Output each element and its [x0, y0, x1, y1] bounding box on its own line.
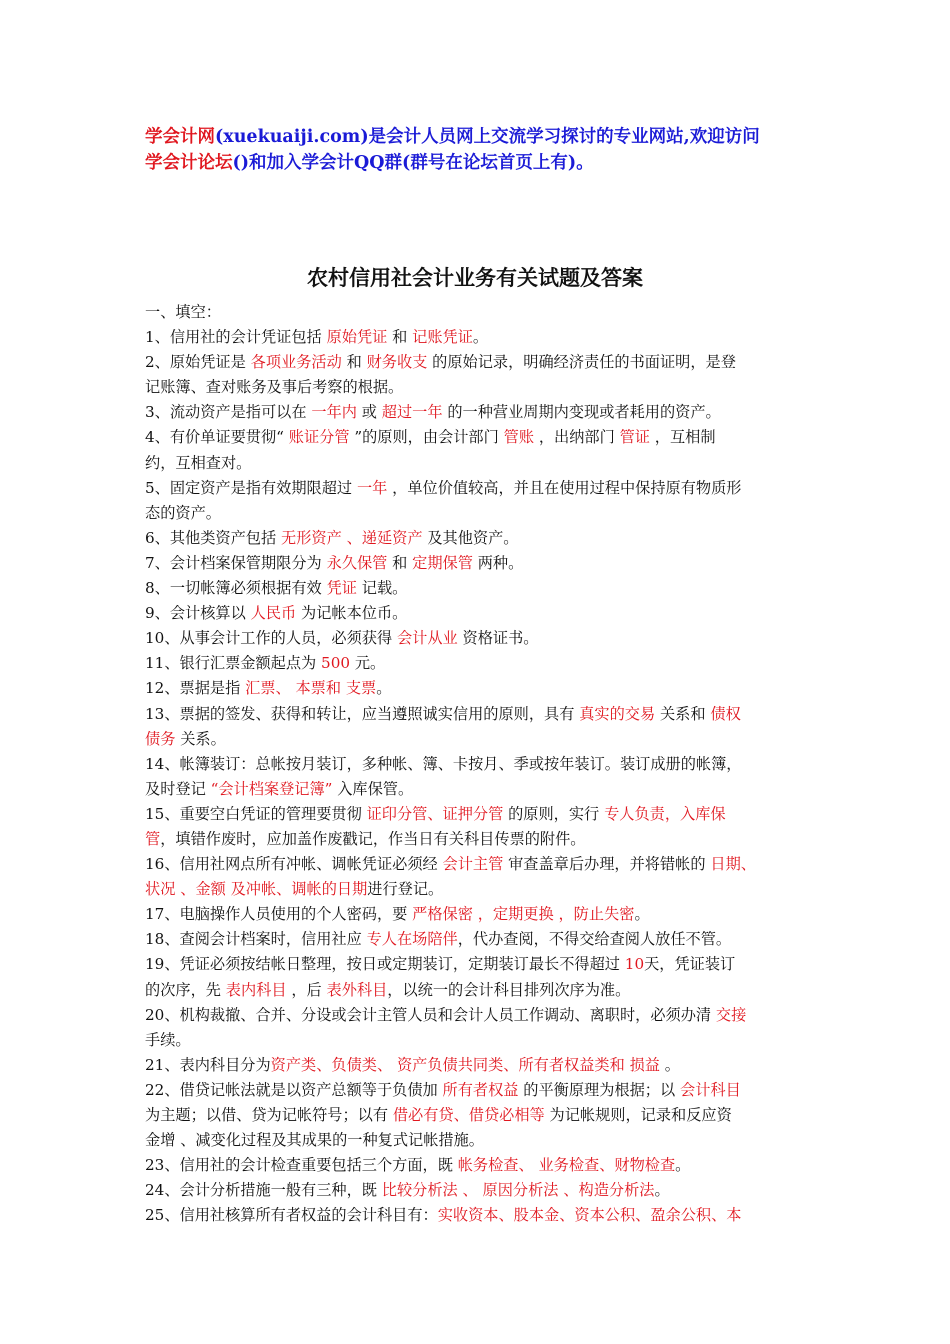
answer-text: 证印分管、证押分管	[366, 804, 504, 823]
text-line	[145, 350, 813, 375]
text-line	[145, 451, 813, 476]
answer-text: 表外科目	[326, 980, 388, 999]
question-text: 12、票据是指	[145, 679, 246, 698]
answer-text: 真实的交易	[579, 704, 656, 723]
question-text: 25、信用社核算所有者权益的会计科目有：	[145, 1206, 438, 1225]
question-text: 4、有价单证要贯彻“	[145, 428, 289, 447]
question-text: ，填错作废时，应加盖作废戳记，作当日有关科目传票的附件。	[160, 829, 586, 848]
answer-text: 管证	[619, 428, 650, 447]
question-text: 进行登记。	[367, 880, 444, 899]
question-text: 23、信用社的会计检查重要包括三个方面，既	[145, 1156, 458, 1175]
text-line	[145, 300, 813, 325]
text-line	[145, 375, 813, 400]
header-segment[interactable]: 学会计论坛	[145, 153, 233, 173]
question-text: ，出纳部门	[534, 428, 620, 447]
header-segment[interactable]: 学会计网	[145, 127, 215, 147]
answer-text: 一年	[356, 478, 388, 497]
question-text: 15、重要空白凭证的管理要贯彻	[145, 804, 367, 823]
text-line	[145, 752, 813, 777]
text-line	[145, 1028, 813, 1053]
question-text: 关系和	[655, 704, 711, 723]
question-text: 。	[634, 905, 650, 924]
text-line	[145, 501, 813, 526]
question-text: ，互相制	[649, 428, 716, 447]
site-header	[145, 124, 825, 176]
text-line	[145, 852, 813, 877]
question-text: 11、银行汇票金额起点为	[145, 654, 322, 673]
question-text: 手续。	[145, 1030, 191, 1049]
question-text: 及时登记	[145, 779, 211, 798]
question-text: 。	[472, 328, 489, 347]
answer-text: 账证分管	[288, 428, 350, 447]
question-text: 一、填空：	[145, 303, 221, 321]
question-text: 关系。	[175, 729, 226, 748]
question-text: 的原始记录，明确经济责任的书面证明，是登	[427, 353, 736, 372]
question-text: ，代办查阅，不得交给查阅人放任不管。	[457, 930, 732, 949]
text-line	[145, 902, 813, 927]
text-line	[145, 1178, 813, 1203]
question-text: 6、其他类资产包括	[145, 528, 281, 547]
header-line-1	[145, 124, 825, 150]
answer-text: 各项业务活动	[250, 353, 342, 372]
question-text: 10、从事会计工作的人员，必须获得	[145, 629, 397, 648]
answer-text: 表内科目	[225, 980, 287, 999]
question-text: 天，凭证装订	[644, 955, 736, 974]
answer-text: 原始凭证	[326, 328, 388, 347]
text-line	[145, 601, 813, 626]
question-text: 3、流动资产是指可以在	[145, 403, 312, 422]
question-text: 16、信用社网点所有冲帐、调帐凭证必须经	[145, 855, 443, 874]
answer-text: 所有者权益	[442, 1080, 519, 1099]
question-text: 为记帐本位币。	[296, 604, 408, 623]
answer-text: 帐务检查、 业务检查、财物检查	[457, 1156, 676, 1175]
answer-text: “会计档案登记簿”	[210, 779, 333, 798]
question-text: 为记帐规则，记录和反应资	[544, 1106, 732, 1124]
answer-text: 债权	[710, 704, 741, 723]
question-text: 元。	[350, 654, 386, 673]
question-text: 。	[654, 1181, 670, 1200]
header-segment: ()和加入学会计QQ群(群号在论坛首页上有)。	[232, 153, 594, 173]
answer-text: 债务	[145, 729, 176, 748]
text-line	[145, 400, 813, 425]
answer-text: 借必有贷、借贷必相等	[392, 1106, 545, 1124]
header-line-2	[145, 150, 825, 176]
question-text: ，单位价值较高，并且在使用过程中保持原有物质形	[387, 478, 742, 497]
text-line	[145, 952, 813, 977]
answer-text: 永久保管	[326, 553, 388, 572]
question-text: ，以统一的会计科目排列次序为准。	[387, 980, 631, 999]
text-line	[145, 802, 813, 827]
page-title: 农村信用社会计业务有关试题及答案	[307, 265, 643, 290]
question-text: 。	[659, 1055, 680, 1074]
question-text: 17、电脑操作人员使用的个人密码，要	[145, 905, 413, 924]
answer-text: 专人在场陪伴	[366, 930, 458, 949]
question-text: 21、表内科目分为	[145, 1055, 271, 1074]
text-line	[145, 626, 813, 651]
question-text: 5、固定资产是指有效期限超过	[145, 478, 357, 497]
question-text: 20、机构裁撤、合并、分设或会计主管人员和会计人员工作调动、离职时，必须办清	[145, 1005, 716, 1024]
text-line	[145, 651, 813, 676]
text-line	[145, 827, 813, 852]
text-line	[145, 476, 813, 501]
question-text: 及其他资产。	[422, 528, 519, 547]
text-line	[145, 576, 813, 601]
text-line	[145, 1103, 813, 1128]
question-text: 7、会计档案保管期限分为	[145, 553, 327, 572]
question-text: 或	[356, 403, 382, 422]
question-text: 金增 、减变化过程及其成果的一种复式记帐措施。	[145, 1131, 484, 1150]
question-text: 。	[675, 1156, 691, 1175]
answer-text: 实收资本、股本金、资本公积、盈余公积、本	[437, 1206, 742, 1225]
question-text: 1、信用社的会计凭证包括	[145, 328, 327, 347]
question-text: 的原则，实行	[503, 804, 605, 823]
answer-text: 10	[624, 955, 645, 974]
text-line	[145, 526, 813, 551]
question-text: 为主题；以借、贷为记帐符号；以有	[145, 1106, 393, 1124]
answer-text: 会计从业	[396, 629, 458, 648]
text-line	[145, 777, 813, 802]
answer-text: 记账凭证	[412, 328, 473, 347]
answer-text: 管	[145, 829, 161, 848]
answer-text: 管账	[503, 428, 534, 447]
question-text: 约，互相查对。	[145, 453, 252, 472]
text-line	[145, 927, 813, 952]
answer-text: 会计科目	[680, 1080, 741, 1099]
text-line	[145, 425, 813, 450]
text-line	[145, 702, 813, 727]
answer-text: 严格保密 ，定期更换 ，防止失密	[412, 905, 635, 924]
question-text: 和	[341, 353, 367, 372]
text-line	[145, 1078, 813, 1103]
answer-text: 无形资产 、递延资产	[281, 528, 423, 547]
question-text: 审查盖章后办理，并将错帐的	[503, 855, 711, 874]
text-line	[145, 978, 813, 1003]
question-text: 态的资产。	[145, 503, 221, 522]
text-line	[145, 676, 813, 701]
answer-text: 凭证	[326, 579, 357, 598]
text-line	[145, 551, 813, 576]
answer-text: 交接	[715, 1005, 747, 1024]
question-text: ，后	[286, 980, 327, 999]
text-line	[145, 877, 813, 902]
text-line	[145, 1128, 813, 1153]
question-text: 和	[387, 553, 413, 572]
answer-text: 定期保管	[412, 553, 473, 572]
question-text: 的一种营业周期内变现或者耗用的资产。	[442, 403, 721, 422]
text-line	[145, 1153, 813, 1178]
question-text: 记账簿、查对账务及事后考察的根据。	[145, 378, 404, 397]
question-text: 记载。	[356, 579, 408, 598]
question-text: 入库保管。	[332, 779, 414, 798]
question-text: 。	[376, 679, 392, 698]
question-text: 的平衡原理为根据；以	[518, 1080, 680, 1099]
question-text: 19、凭证必须按结帐日整理，按日或定期装订，定期装订最长不得超过	[145, 955, 625, 974]
answer-text: 专人负责，入库保	[604, 804, 726, 823]
question-text: 14、帐簿装订：总帐按月装订，多种帐、簿、卡按月、季或按年装订。装订成册的帐簿，	[145, 754, 742, 773]
answer-text: 比较分析法 、 原因分析法 、构造分析法	[381, 1181, 655, 1200]
answer-text: 会计主管	[442, 855, 504, 874]
text-line	[145, 1203, 813, 1228]
question-text: 2、原始凭证是	[145, 353, 251, 372]
question-list	[145, 300, 813, 1228]
answer-text: 人民币	[250, 604, 297, 623]
question-text: 13、票据的签发、获得和转让，应当遵照诚实信用的原则，具有	[145, 704, 580, 723]
question-text: 两种。	[472, 553, 524, 572]
question-text: 18、查阅会计档案时，信用社应	[145, 930, 367, 949]
text-line	[145, 1003, 813, 1028]
question-text: ”的原则，由会计部门	[349, 428, 504, 447]
answer-text: 财务收支	[366, 353, 428, 372]
answer-text: 汇票、 本票和 支票	[245, 679, 377, 698]
answer-text: 超过一年	[381, 403, 443, 422]
question-text: 22、借贷记帐法就是以资产总额等于负债加	[145, 1080, 443, 1099]
question-text: 24、会计分析措施一般有三种，既	[145, 1181, 382, 1200]
question-text: 资格证书。	[457, 629, 539, 648]
text-line	[145, 727, 813, 752]
answer-text: 日期、	[710, 855, 756, 874]
answer-text: 一年内	[311, 403, 357, 422]
question-text: 的次序，先	[145, 980, 226, 999]
text-line	[145, 1053, 813, 1078]
question-text: 8、一切帐簿必须根据有效	[145, 579, 327, 598]
answer-text: 资产类、负债类、 资产负债共同类、所有者权益类和 损益	[270, 1055, 660, 1074]
header-segment: (xuekuaiji.com)是会计人员网上交流学习探讨的专业网站,欢迎访问	[215, 127, 760, 147]
answer-text: 500	[321, 654, 351, 673]
question-text: 和	[387, 328, 413, 347]
answer-text: 状况 、金额 及冲帐、调帐的日期	[145, 880, 368, 899]
text-line	[145, 325, 813, 350]
question-text: 9、会计核算以	[145, 604, 251, 623]
